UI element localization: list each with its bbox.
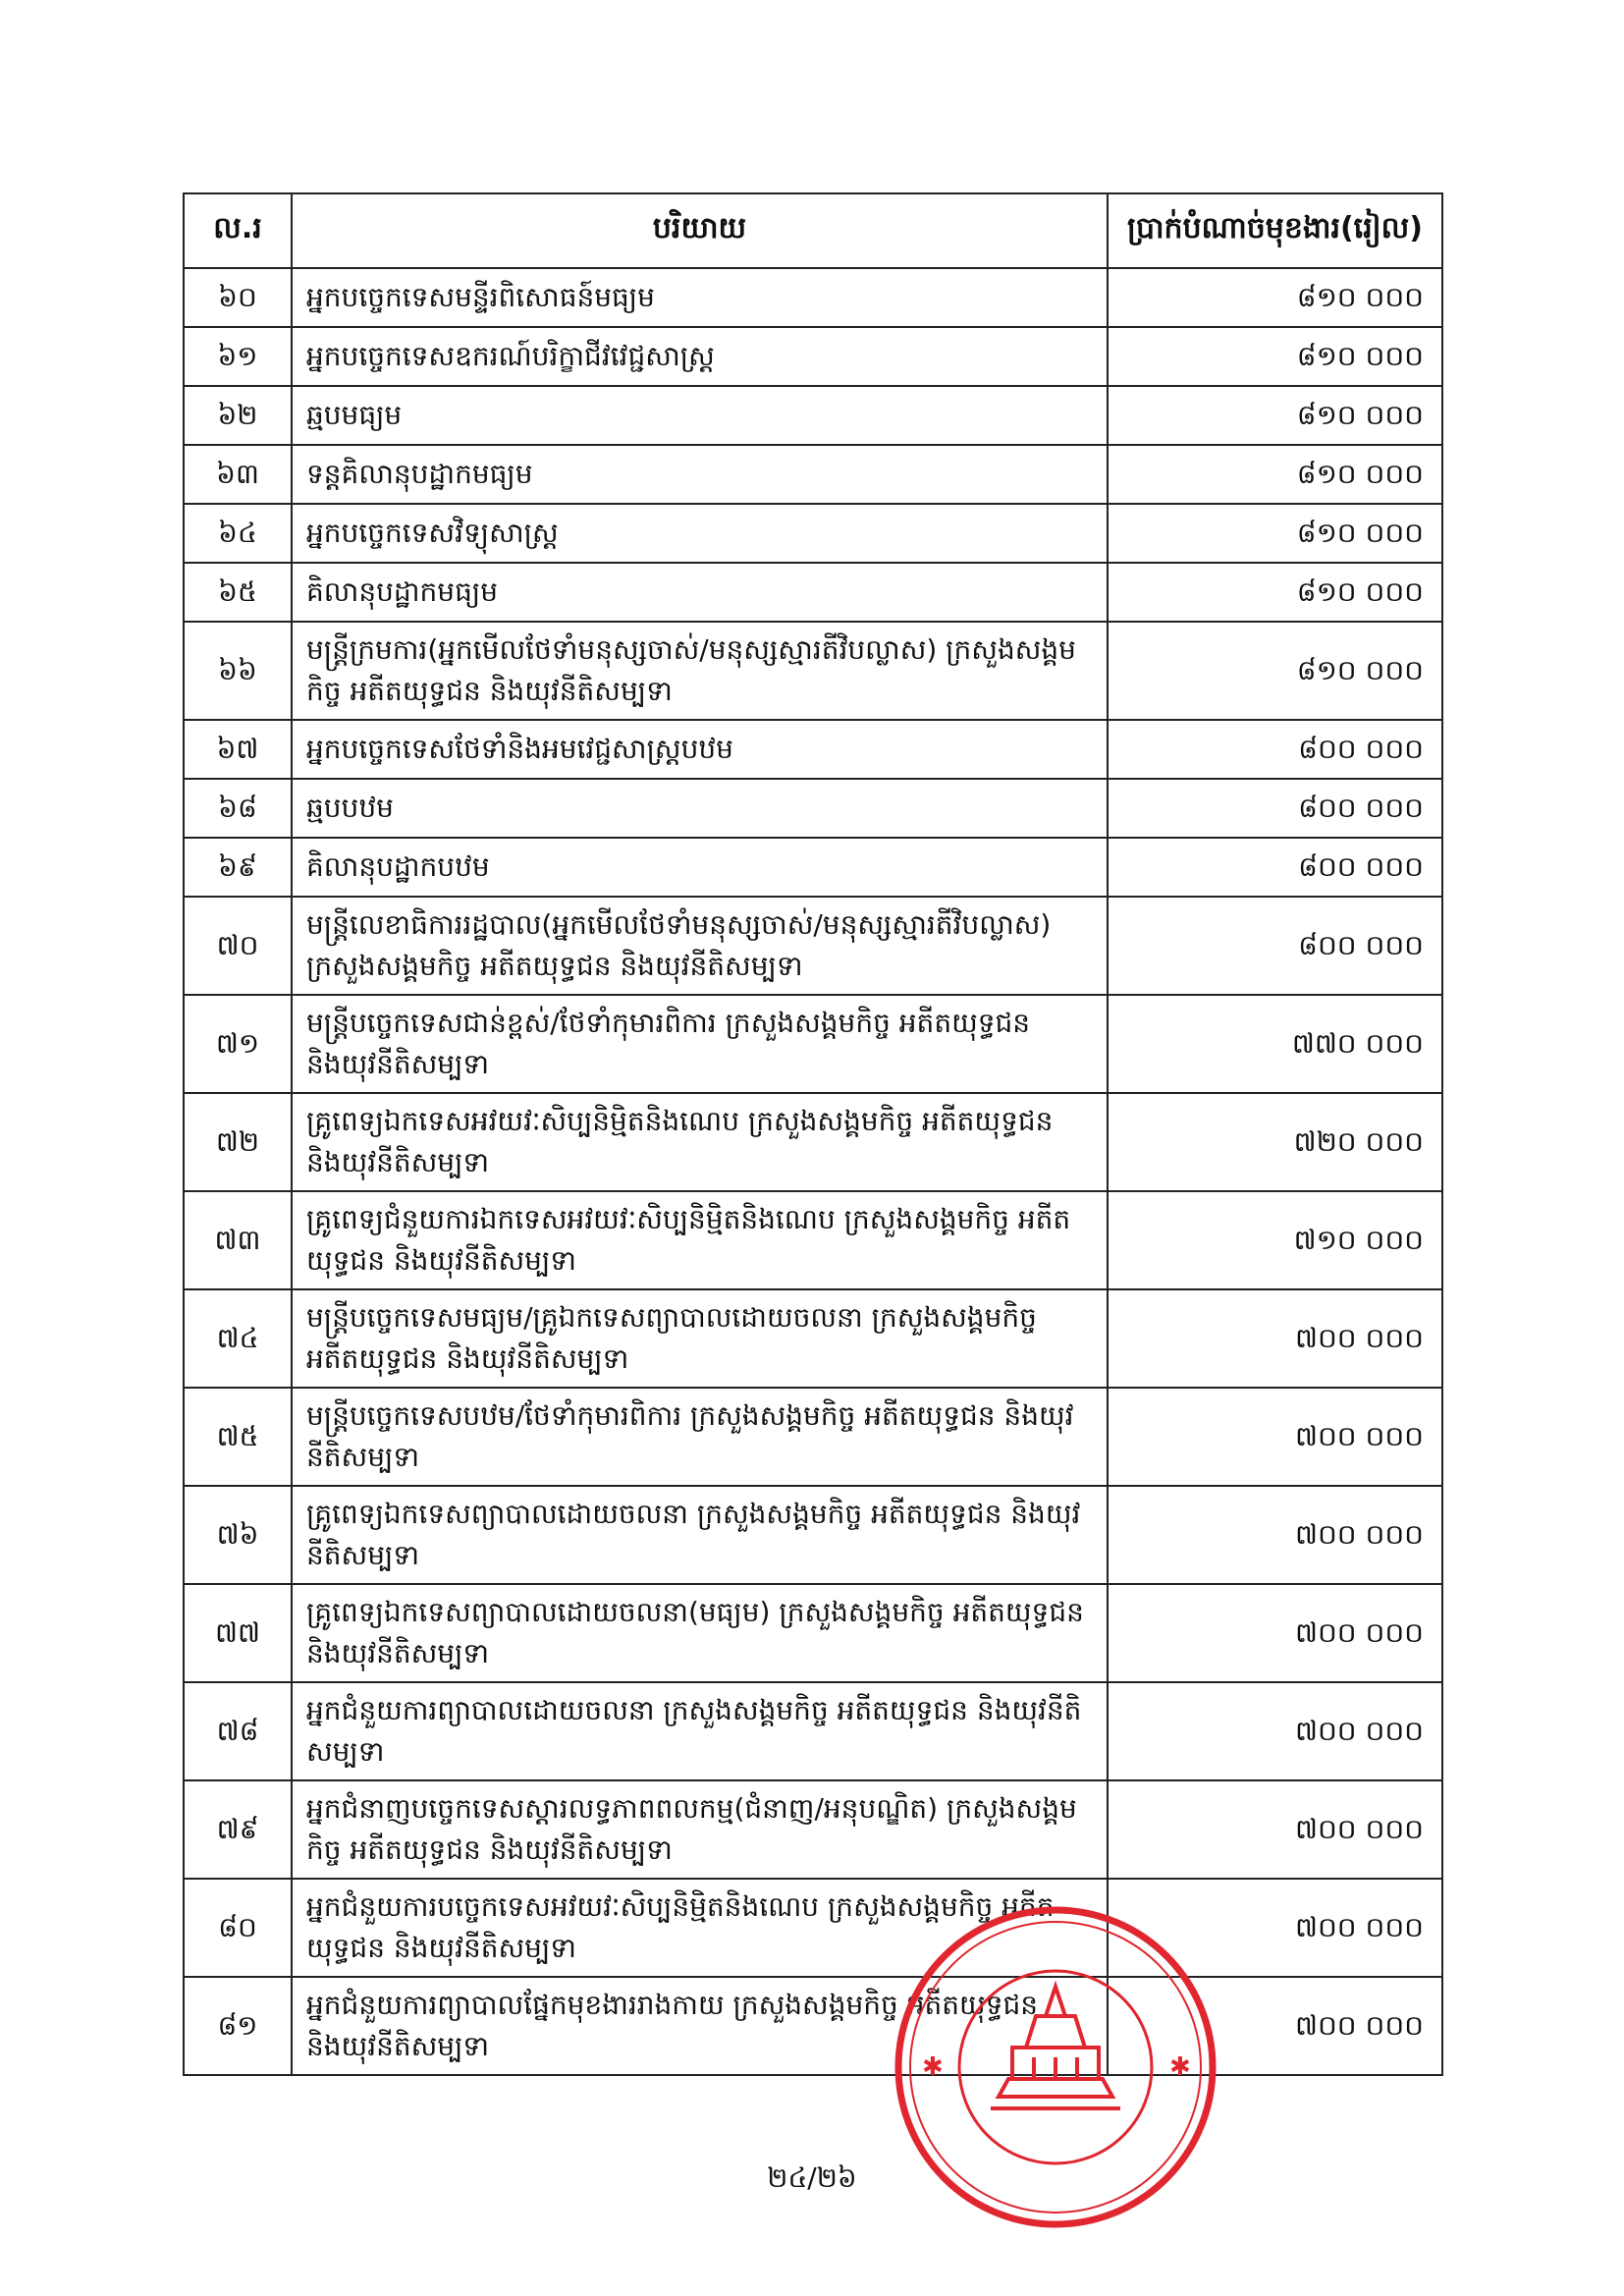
row-number: ៨០ [184,1879,292,1977]
table-row [184,1780,1442,1879]
row-number: ៦៨ [184,779,292,838]
table-row [184,563,1442,622]
table-row [184,1682,1442,1780]
row-amount: ៧៧០ ០០០ [1108,995,1442,1093]
row-description: អ្នកជំនួយការព្យាបាលដោយចលនា ក្រសួងសង្គមកិច្ច អតីតយុទ្ធជន និងយុវនីតិសម្បទា [292,1682,1108,1780]
table-row [184,897,1442,995]
row-number: ៦៧ [184,720,292,779]
row-number: ៦២ [184,386,292,445]
row-description: គិលានុបដ្ឋាកបឋម [292,838,1108,897]
row-description: មន្ត្រីក្រមការ(អ្នកមើលថែទាំមនុស្សចាស់/មនុស្សស្មារតីវិបល្លាស) ក្រសួងសង្គមកិច្ច អតីតយុទ្ធជន និងយុវនីតិសម្បទា [292,622,1108,720]
row-description: គ្រូពេទ្យឯកទេសអវយវៈសិប្បនិម្មិតនិងណេប ក្រសួងសង្គមកិច្ច អតីតយុទ្ធជន និងយុវនីតិសម្បទា [292,1093,1108,1191]
table-row [184,268,1442,327]
table-row [184,1977,1442,2075]
header-amount: ប្រាក់បំណាច់មុខងារ(រៀល) [1108,193,1442,268]
table-header-row [184,193,1442,268]
row-number: ៦១ [184,327,292,386]
row-number: ៧៨ [184,1682,292,1780]
row-amount: ៨០០ ០០០ [1108,779,1442,838]
row-amount: ៧០០ ០០០ [1108,1486,1442,1584]
row-amount: ៨០០ ០០០ [1108,897,1442,995]
table-row [184,1093,1442,1191]
row-number: ៦៥ [184,563,292,622]
table-row [184,1584,1442,1682]
row-number: ៧៦ [184,1486,292,1584]
table-row [184,838,1442,897]
row-description: អ្នកបច្ចេកទេសថែទាំនិងអមវេជ្ជសាស្ត្របឋម [292,720,1108,779]
row-number: ៦៦ [184,622,292,720]
table-row [184,720,1442,779]
row-description: អ្នកជំនួយការបច្ចេកទេសអវយវៈសិប្បនិម្មិតនិងណេប ក្រសួងសង្គមកិច្ច អតីតយុទ្ធជន និងយុវនីតិសម្បទា [292,1879,1108,1977]
row-number: ៦៩ [184,838,292,897]
row-number: ៧៤ [184,1289,292,1388]
table-row [184,386,1442,445]
row-number: ៧១ [184,995,292,1093]
row-description: ឆ្មបមធ្យម [292,386,1108,445]
seal-star-right-icon: ✱ [1169,2052,1191,2082]
row-description: អ្នកជំនួយការព្យាបាលផ្នែកមុខងាររាងកាយ ក្រសួងសង្គមកិច្ច អតីតយុទ្ធជន និងយុវនីតិសម្បទា [292,1977,1108,2075]
row-description: អ្នកបច្ចេកទេសមន្ទីរពិសោធន៍មធ្យម [292,268,1108,327]
row-amount: ៧០០ ០០០ [1108,1780,1442,1879]
table-row [184,504,1442,563]
table-row [184,995,1442,1093]
table-row [184,445,1442,504]
table-row [184,327,1442,386]
header-number: ល.រ [184,193,292,268]
row-amount: ៧០០ ០០០ [1108,1388,1442,1486]
row-description: គិលានុបដ្ឋាកមធ្យម [292,563,1108,622]
row-amount: ៧០០ ០០០ [1108,1977,1442,2075]
row-number: ៧៥ [184,1388,292,1486]
row-number: ៦០ [184,268,292,327]
table-row [184,1388,1442,1486]
row-amount: ៨១០ ០០០ [1108,445,1442,504]
table-row [184,1879,1442,1977]
header-description: បរិយាយ [292,193,1108,268]
row-description: អ្នកជំនាញបច្ចេកទេសស្តារលទ្ធភាពពលកម្ម(ជំនាញ/អនុបណ្ឌិត) ក្រសួងសង្គមកិច្ច អតីតយុទ្ធជន និងយុវនីតិសម្បទា [292,1780,1108,1879]
row-number: ៨១ [184,1977,292,2075]
row-number: ៦៣ [184,445,292,504]
row-amount: ៨០០ ០០០ [1108,720,1442,779]
row-amount: ៨១០ ០០០ [1108,327,1442,386]
table-row [184,1191,1442,1289]
row-number: ៧៩ [184,1780,292,1879]
row-number: ៧៧ [184,1584,292,1682]
row-amount: ៨១០ ០០០ [1108,386,1442,445]
row-description: គ្រូពេទ្យឯកទេសព្យាបាលដោយចលនា(មធ្យម) ក្រសួងសង្គមកិច្ច អតីតយុទ្ធជន និងយុវនីតិសម្បទា [292,1584,1108,1682]
page-number: ២៤/២៦ [767,2161,857,2194]
row-number: ៧៣ [184,1191,292,1289]
row-amount: ៧០០ ០០០ [1108,1289,1442,1388]
row-amount: ៧១០ ០០០ [1108,1191,1442,1289]
row-amount: ៧២០ ០០០ [1108,1093,1442,1191]
row-amount: ៨១០ ០០០ [1108,268,1442,327]
seal-star-left-icon: ✱ [922,2052,944,2082]
table-row [184,779,1442,838]
row-description: គ្រូពេទ្យជំនួយការឯកទេសអវយវៈសិប្បនិម្មិតនិងណេប ក្រសួងសង្គមកិច្ច អតីតយុទ្ធជន និងយុវនីតិសម្បទា [292,1191,1108,1289]
row-description: ទន្តគិលានុបដ្ឋាកមធ្យម [292,445,1108,504]
table-row [184,1289,1442,1388]
row-description: មន្ត្រីបច្ចេកទេសមធ្យម/គ្រូឯកទេសព្យាបាលដោយចលនា ក្រសួងសង្គមកិច្ច អតីតយុទ្ធជន និងយុវនីតិសម្បទា [292,1289,1108,1388]
table-row [184,622,1442,720]
row-description: គ្រូពេទ្យឯកទេសព្យាបាលដោយចលនា ក្រសួងសង្គមកិច្ច អតីតយុទ្ធជន និងយុវនីតិសម្បទា [292,1486,1108,1584]
row-description: មន្ត្រីលេខាធិការរដ្ឋបាល(អ្នកមើលថែទាំមនុស្សចាស់/មនុស្សស្មារតីវិបល្លាស) ក្រសួងសង្គមកិច្ច អតីតយុទ្ធជន និងយុវនីតិសម្បទា [292,897,1108,995]
row-amount: ៧០០ ០០០ [1108,1879,1442,1977]
table-row [184,1486,1442,1584]
row-amount: ៧០០ ០០០ [1108,1682,1442,1780]
row-amount: ៨១០ ០០០ [1108,563,1442,622]
row-amount: ៨០០ ០០០ [1108,838,1442,897]
row-description: មន្ត្រីបច្ចេកទេសជាន់ខ្ពស់/ថែទាំកុមារពិការ ក្រសួងសង្គមកិច្ច អតីតយុទ្ធជន និងយុវនីតិសម្បទា [292,995,1108,1093]
row-number: ៧២ [184,1093,292,1191]
allowance-table-container [183,192,1441,2076]
allowance-table [183,192,1443,2076]
row-amount: ៨១០ ០០០ [1108,622,1442,720]
row-description: អ្នកបច្ចេកទេសវិទ្យុសាស្ត្រ [292,504,1108,563]
row-amount: ៨១០ ០០០ [1108,504,1442,563]
row-description: ឆ្មបបឋម [292,779,1108,838]
row-amount: ៧០០ ០០០ [1108,1584,1442,1682]
row-description: អ្នកបច្ចេកទេសឧករណ៍បរិក្ខាជីវវេជ្ជសាស្ត្រ [292,327,1108,386]
row-number: ៧០ [184,897,292,995]
row-number: ៦៤ [184,504,292,563]
row-description: មន្ត្រីបច្ចេកទេសបឋម/ថែទាំកុមារពិការ ក្រសួងសង្គមកិច្ច អតីតយុទ្ធជន និងយុវនីតិសម្បទា [292,1388,1108,1486]
